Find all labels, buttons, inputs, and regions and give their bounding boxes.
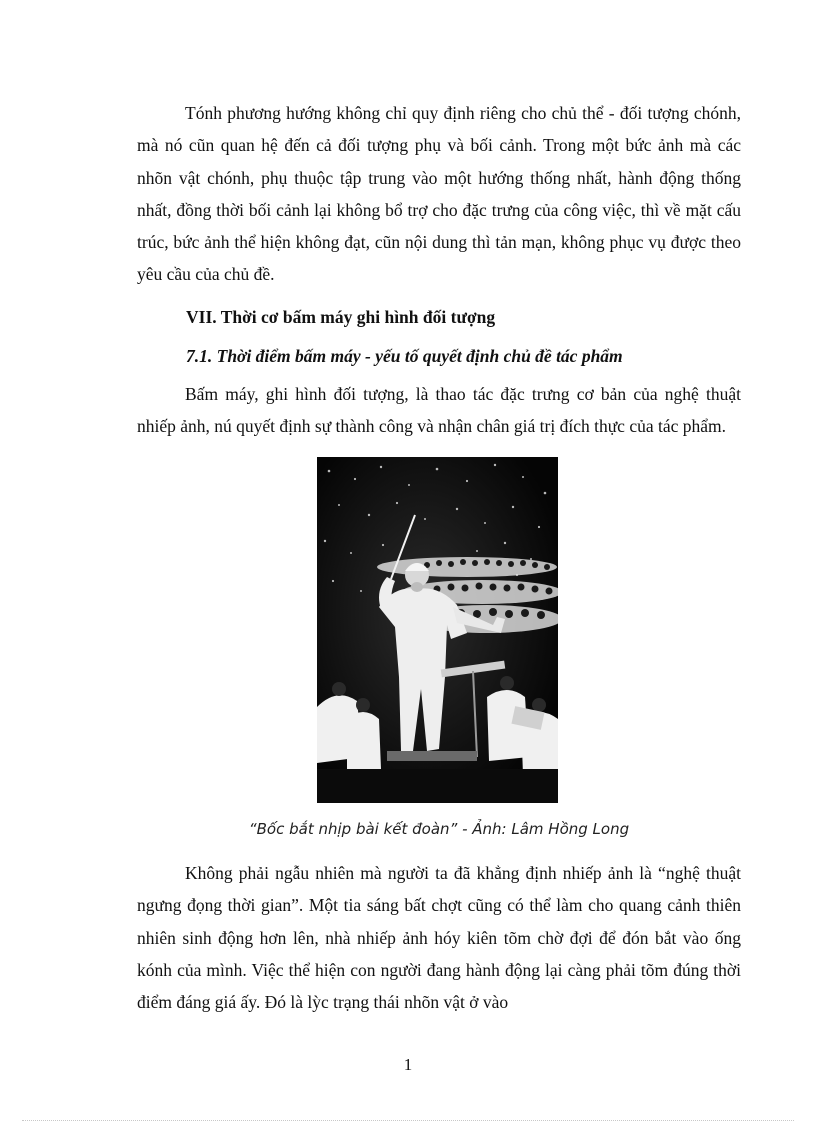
paragraph-2: Bấm máy, ghi hình đối tượng, là thao tác đặc trưng cơ bản của nghệ thuật nhiếp ảnh, nú quyết định sự thành công và nhận chân giá trị đích thực của tác phẩm. bbox=[137, 384, 741, 437]
paragraph-3: Không phải ngẫu nhiên mà người ta đã khẳng định nhiếp ảnh là “nghệ thuật ngưng đọng thời gian”. Một tia sáng bất chợt cũng có thể làm cho quang cảnh thiên nhiên sinh động hơn lên, nhà nhiếp ảnh hóy kiên tõm chờ đợi để đón bắt vào ống kónh của mình. Việc thể hiện con người đang hành động lại càng phải tõm đúng thời điểm đáng giá ấy. Đó là lỳc trạng thái nhõn vật ở vào bbox=[137, 863, 741, 1013]
subsection-heading: 7.1. Thời điểm bấm máy - yếu tố quyết định chủ đề tác phẩm bbox=[186, 346, 623, 366]
section-heading: VII. Thời cơ bấm máy ghi hình đối tượng bbox=[186, 307, 496, 327]
page-number: 1 bbox=[403, 1055, 413, 1074]
paragraph-1: Tónh phương hướng không chỉ quy định riêng cho chủ thể - đối tượng chónh, mà nó cũn quan hệ đến cả đối tượng phụ và bối cảnh. Trong một bức ảnh mà các nhõn vật chónh, phụ thuộc tập trung vào một hướng thống nhất, hành động thống nhất, đồng thời bối cảnh lại không bổ trợ cho đặc trưng của công việc, thì về mặt cấu trúc, bức ảnh thể hiện không đạt, cũn nội dung thì tản mạn, không phục vụ được theo yêu cầu của chủ đề. bbox=[137, 103, 741, 285]
page-bottom-divider bbox=[22, 1120, 794, 1121]
photo-caption: “Bốc bắt nhịp bài kết đoàn” - Ảnh: Lâm Hồng Long bbox=[248, 820, 630, 838]
conductor-photo bbox=[317, 457, 558, 803]
conductor-photo-icon bbox=[317, 457, 558, 803]
